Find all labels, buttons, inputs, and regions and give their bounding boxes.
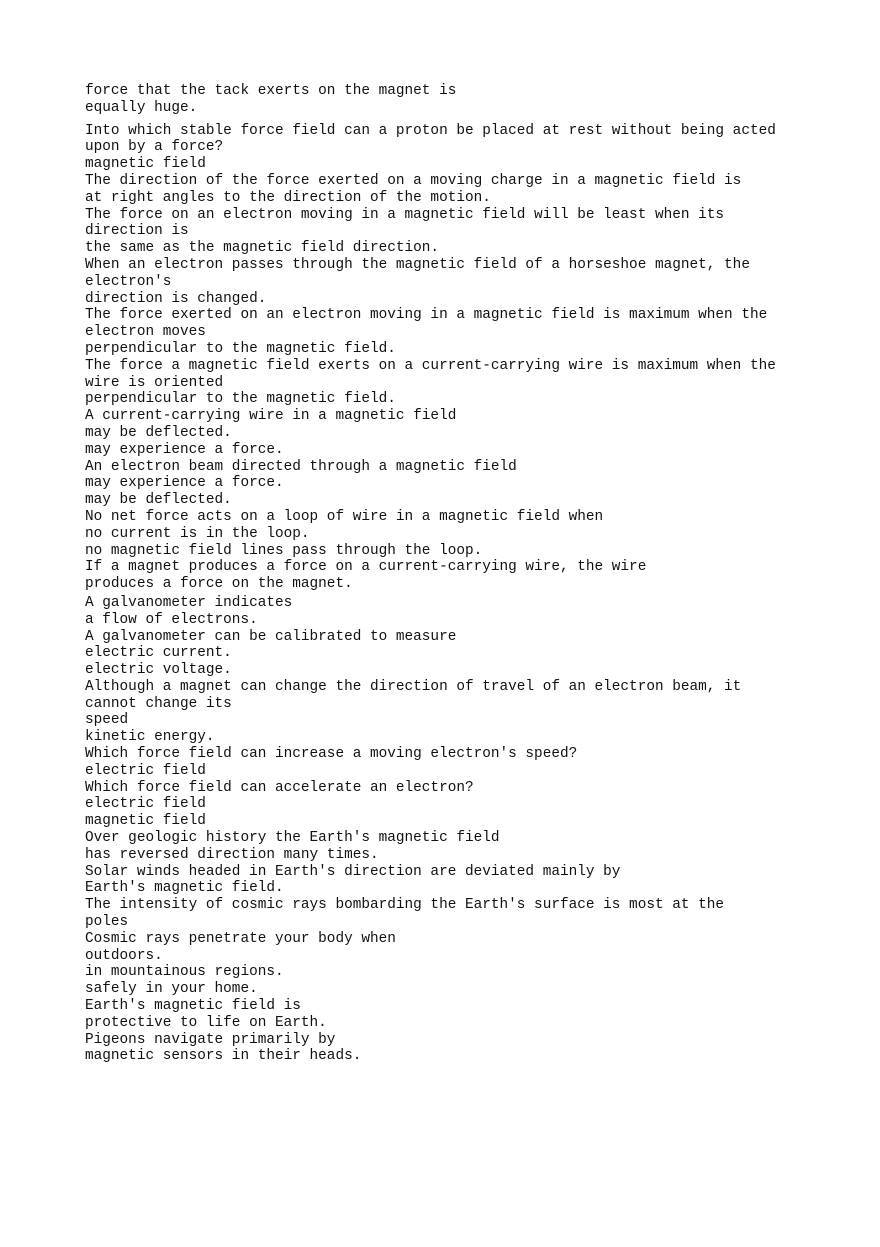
text-line: protective to life on Earth. — [85, 1014, 327, 1031]
text-line: safely in your home. — [85, 981, 258, 998]
text-line: wire is oriented — [85, 374, 224, 391]
text-line: no current is in the loop. — [85, 525, 310, 542]
text-line: Which force field can increase a moving electron's speed? — [85, 746, 578, 763]
text-line: outdoors. — [85, 947, 163, 964]
text-line: The force on an electron moving in a magnetic field will be least when its — [85, 206, 725, 223]
text-line: at right angles to the direction of the motion. — [85, 189, 491, 206]
text-line: electric field — [85, 762, 206, 779]
text-line: Which force field can accelerate an electron? — [85, 779, 474, 796]
text-line: A current-carrying wire in a magnetic field — [85, 408, 457, 425]
text-line: The force exerted on an electron moving in a magnetic field is maximum when the — [85, 307, 768, 324]
text-line: magnetic field — [85, 156, 206, 173]
text-line: No net force acts on a loop of wire in a magnetic field when — [85, 508, 604, 525]
text-line: A galvanometer can be calibrated to measure — [85, 628, 457, 645]
text-line: cannot change its — [85, 695, 232, 712]
text-line: has reversed direction many times. — [85, 846, 379, 863]
text-line: direction is changed. — [85, 290, 267, 307]
text-line: electric current. — [85, 645, 232, 662]
text-line: Solar winds headed in Earth's direction are deviated mainly by — [85, 863, 621, 880]
text-line: electric voltage. — [85, 662, 232, 679]
text-line: in mountainous regions. — [85, 964, 284, 981]
text-line: may be deflected. — [85, 492, 232, 509]
text-line: When an electron passes through the magnetic field of a horseshoe magnet, the — [85, 256, 750, 273]
text-line: electric field — [85, 796, 206, 813]
text-line: An electron beam directed through a magnetic field — [85, 458, 517, 475]
text-line: electron moves — [85, 324, 206, 341]
document-text — [85, 83, 825, 1065]
text-line: The intensity of cosmic rays bombarding the Earth's surface is most at the — [85, 897, 725, 914]
text-line: magnetic sensors in their heads. — [85, 1048, 362, 1065]
text-line: Earth's magnetic field. — [85, 880, 284, 897]
text-line: Over geologic history the Earth's magnetic field — [85, 830, 500, 847]
text-line: The direction of the force exerted on a moving charge in a magnetic field is — [85, 172, 742, 189]
text-line: the same as the magnetic field direction. — [85, 240, 440, 257]
text-line: A galvanometer indicates — [85, 594, 293, 611]
text-line: poles — [85, 914, 129, 931]
text-line: perpendicular to the magnetic field. — [85, 340, 396, 357]
text-line: Cosmic rays penetrate your body when — [85, 930, 396, 947]
text-line: speed — [85, 712, 129, 729]
text-line: The force a magnetic field exerts on a current-carrying wire is maximum when the — [85, 357, 776, 374]
text-line: may experience a force. — [85, 441, 284, 458]
text-line: perpendicular to the magnetic field. — [85, 391, 396, 408]
text-line: electron's — [85, 273, 172, 290]
text-line: force that the tack exerts on the magnet is — [85, 83, 457, 99]
text-line: Into which stable force field can a proton be placed at rest without being acted — [85, 122, 776, 139]
text-line: may experience a force. — [85, 475, 284, 492]
text-line: magnetic field — [85, 813, 206, 830]
text-line: may be deflected. — [85, 424, 232, 441]
text-line: upon by a force? — [85, 139, 224, 156]
text-line: If a magnet produces a force on a current-carrying wire, the wire — [85, 559, 647, 576]
text-line: direction is — [85, 223, 189, 240]
text-line: Earth's magnetic field is — [85, 998, 301, 1015]
text-line: produces a force on the magnet. — [85, 576, 353, 593]
text-line: no magnetic field lines pass through the loop. — [85, 542, 483, 559]
text-line: Pigeons navigate primarily by — [85, 1031, 336, 1048]
text-line: Although a magnet can change the direction of travel of an electron beam, it — [85, 678, 742, 695]
text-line: a flow of electrons. — [85, 611, 258, 628]
text-line: equally huge. — [85, 99, 198, 116]
text-line: kinetic energy. — [85, 729, 215, 746]
